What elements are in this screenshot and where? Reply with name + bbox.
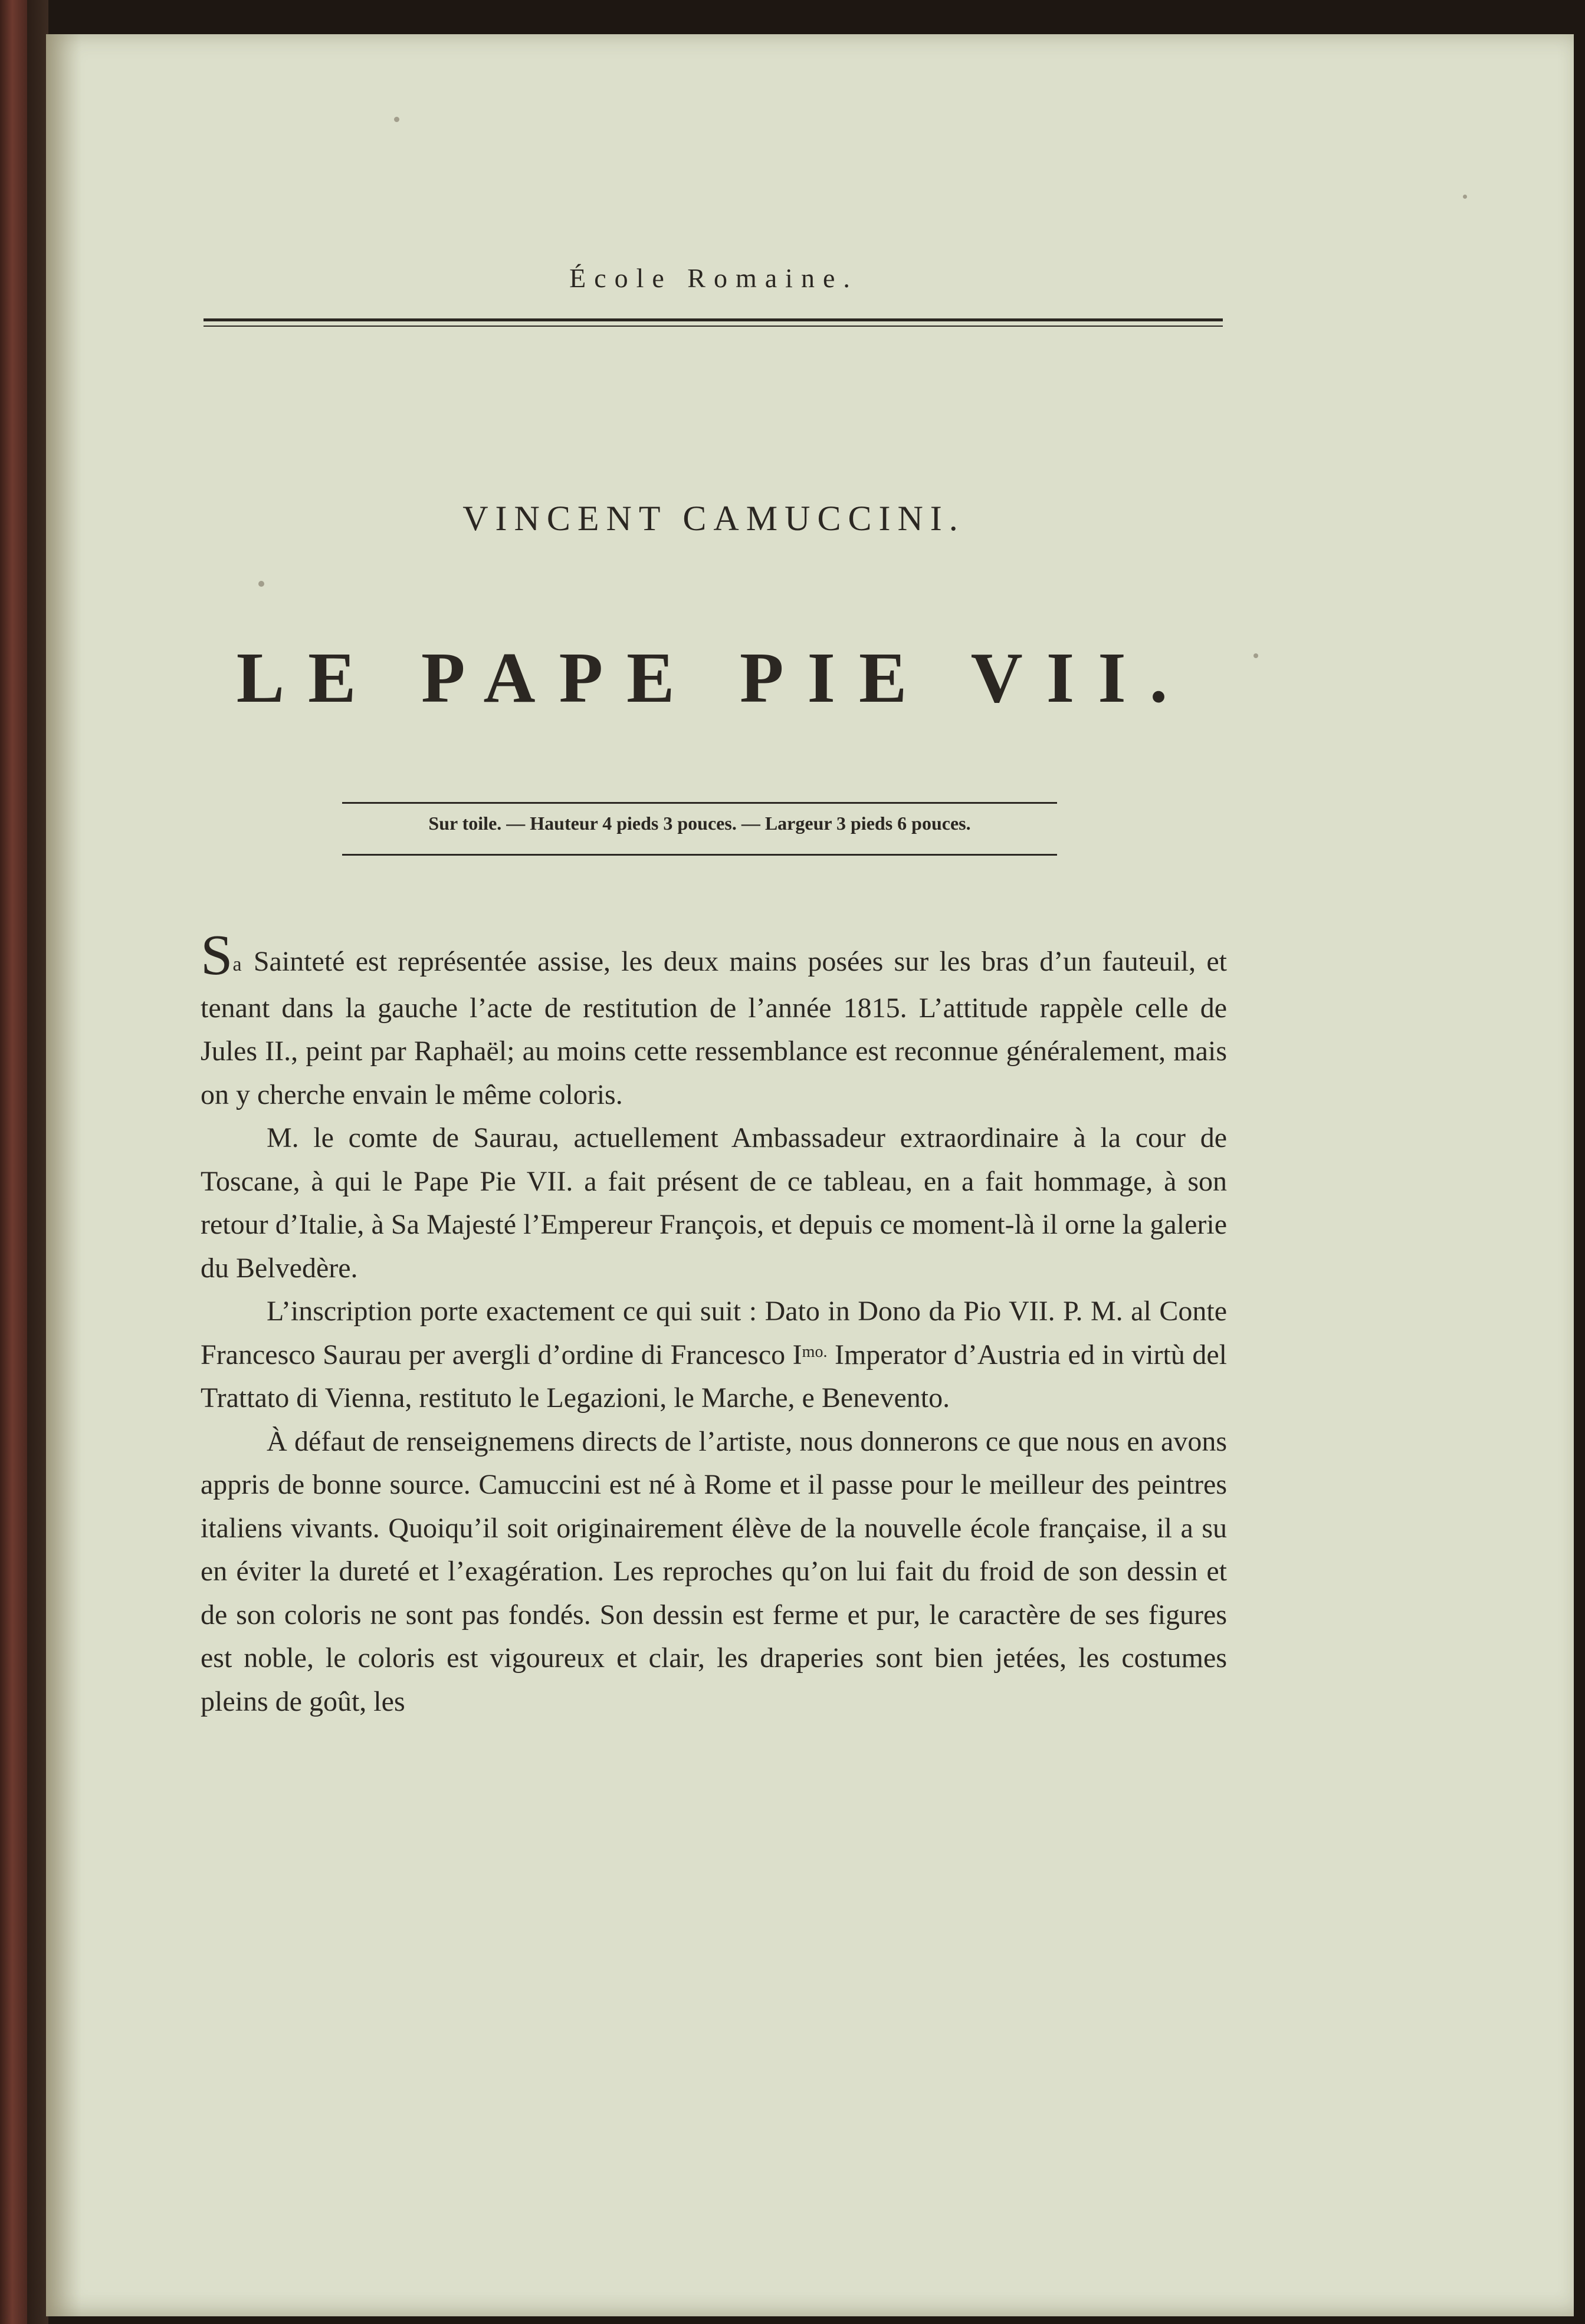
page-gutter-shadow [46,34,81,2316]
ordinal-superscript: mo. [802,1342,828,1361]
paragraph-1 [201,923,1227,1116]
drop-cap: S [201,923,233,987]
inscription-text-continued: Imperator d’Austria ed in virtù del Trattato di Vienna, restituto le Legazioni, le Marche, e Benevento. [201,1339,1228,1414]
book-board-edge [27,0,48,2324]
paper-speck [394,117,399,122]
artist-name: VINCENT CAMUCCINI. [462,499,965,538]
paper-speck [1253,653,1258,658]
paragraph-1-text: Sainteté est représentée assise, les deux mains posées sur les bras d’un fauteuil, et tenant dans la gauche l’acte de restitution de l’année 1815. L’attitude rappèle celle de Jules II., peint par Raphaël; au moins cette ressemblance est reconnue généralement, mais on y cherche envain le même coloris. [201,946,1227,1110]
paragraph-2: M. le comte de Saurau, actuellement Ambassadeur extraordinaire à la cour de Toscane, à qui le Pape Pie VII. a fait présent de ce tableau, en a fait hommage, à son retour d’Italie, à Sa Majesté l’Empereur François, et depuis ce moment-là il orne la galerie du Belvedère. [201,1122,1227,1284]
paper-speck [258,581,264,587]
drop-cap-continuation: a [232,954,243,975]
paragraph-3 [201,1290,1227,1420]
artwork-title: LE PAPE PIE VII. [236,638,1192,718]
paper-speck [1463,195,1467,199]
book-cover-edge [0,0,27,2324]
dimensions-top-rule [342,802,1057,804]
dimensions-bottom-rule [342,854,1057,856]
inscription-text: L’inscription porte exactement ce qui suit : Dato in Dono da Pio VII. P. M. al Conte Francesco Saurau per avergli d’ordine di Francesco I [201,1296,1227,1370]
running-header: École Romaine. [569,263,858,293]
article-body [201,923,1228,1723]
header-double-rule [204,318,1223,327]
artwork-dimensions: Sur toile. — Hauteur 4 pieds 3 pouces. — Largeur 3 pieds 6 pouces. [428,813,971,834]
paragraph-4: À défaut de renseignemens directs de l’artiste, nous donnerons ce que nous en avons appris de bonne source. Camuccini est né à Rome et il passe pour le meilleur des peintres italiens vivants. Quoiqu’il soit originairement élève de la nouvelle école française, il a su en éviter la dureté et l’exagération. Les reproches qu’on lui fait du froid de son dessin et de son coloris ne sont pas fondés. Son dessin est ferme et pur, le caractère de ses figures est noble, le coloris est vigoureux et clair, les draperies sont bien jetées, les costumes pleins de goût, les [201,1425,1227,1717]
